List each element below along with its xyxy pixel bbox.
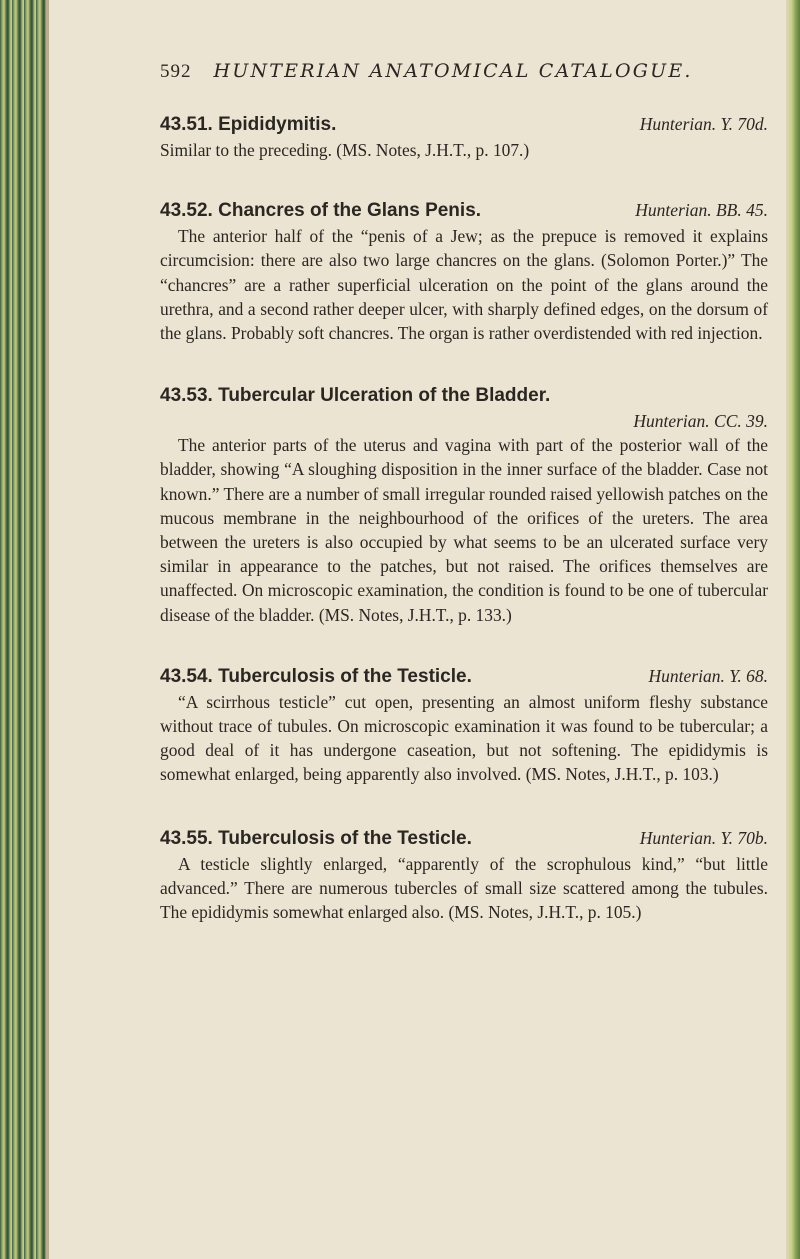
entry-body: The anterior parts of the uterus and vagina with part of the posterior wall of the bladder, showing “A sloughing disposition in the inner surface of the bladder. Case not known.” There are a number of small irregular rounded raised yellowish patches on the mucous membrane in the neighbourhood of the orifices of the ureters. The area between the ureters is also occupied by what seems to be an ulcerated surface very similar in appearance to the patches, but not raised. The orifices themselves are unaffected. On microscopic examination, the condition is found to be one of tubercular disease of the bladder. (MS. Notes, J.H.T., p. 133.) xyxy=(160,435,768,625)
entry-subnumber: 51. xyxy=(186,114,213,135)
entry-body: Similar to the preceding. (MS. Notes, J.H.T., p. 107.) xyxy=(160,140,530,160)
entry-reference: Hunterian. Y. 70d. xyxy=(639,114,768,134)
entry-body: “A scirrhous testicle” cut open, presenting an almost uniform fleshy substance without trace of tubules. On microscopic examination it was found to be tubercular; a good deal of it has undergone caseation, but not softening. The epididymis is somewhat enlarged, being apparently also involved. (MS. Notes, J.H.T., p. 103.) xyxy=(160,691,768,785)
book-binding-left xyxy=(0,0,49,1259)
entry-subnumber: 55. xyxy=(186,827,213,849)
entry-number: 43. xyxy=(160,665,187,687)
entry-number: 43. xyxy=(160,385,187,407)
book-edge-right xyxy=(786,0,800,1259)
entry-title: Epididymitis. xyxy=(218,114,337,135)
entry-reference: Hunterian. Y. 70b. xyxy=(639,827,768,848)
entry-subnumber: 52. xyxy=(186,200,213,222)
entry-title: Tuberculosis of the Testicle. xyxy=(218,827,472,849)
entry-subnumber: 53. xyxy=(186,385,213,407)
catalogue-entry xyxy=(160,825,768,925)
entry-reference: Hunterian. CC. 39. xyxy=(633,411,768,432)
running-title: HUNTERIAN ANATOMICAL CATALOGUE. xyxy=(213,60,693,82)
running-header xyxy=(160,60,768,90)
catalogue-entry xyxy=(160,197,768,345)
page-number: 592 xyxy=(160,61,192,82)
catalogue-entry xyxy=(160,111,768,162)
entry-heading xyxy=(160,111,768,138)
entry-title: Tuberculosis of the Testicle. xyxy=(218,665,472,687)
entry-heading xyxy=(160,197,768,224)
entry-number: 43. xyxy=(160,114,187,135)
entry-number: 43. xyxy=(160,827,187,849)
entry-reference: Hunterian. Y. 68. xyxy=(648,665,768,686)
entry-title: Chancres of the Glans Penis. xyxy=(218,200,482,222)
entry-number: 43. xyxy=(160,200,187,222)
entry-body: The anterior half of the “penis of a Jew; as the prepuce is removed it explains circumcision: there are also two large chancres on the glans. (Solomon Porter.)” The “chancres” are a rather superficial ulceration on the point of the glans around the urethra, and a second rather deeper ulcer, with sharply defined edges, on the dorsum of the glans. Probably soft chancres. The organ is rather overdistended with red injection. xyxy=(160,226,768,344)
entry-heading xyxy=(160,825,768,852)
catalogue-entry xyxy=(160,383,768,627)
entry-subnumber: 54. xyxy=(186,665,213,687)
entry-body: A testicle slightly enlarged, “apparently of the scrophulous kind,” “but little advanced.” There are numerous tubercles of small size scattered among the tubules. The epididymis somewhat enlarged also. (MS. Notes, J.H.T., p. 105.) xyxy=(160,853,768,923)
page xyxy=(160,60,768,924)
catalogue-entry xyxy=(160,663,768,787)
entry-reference: Hunterian. BB. 45. xyxy=(635,200,768,221)
entry-title: Tubercular Ulceration of the Bladder. xyxy=(218,385,551,407)
entry-heading xyxy=(160,663,768,690)
entry-heading xyxy=(160,383,768,409)
